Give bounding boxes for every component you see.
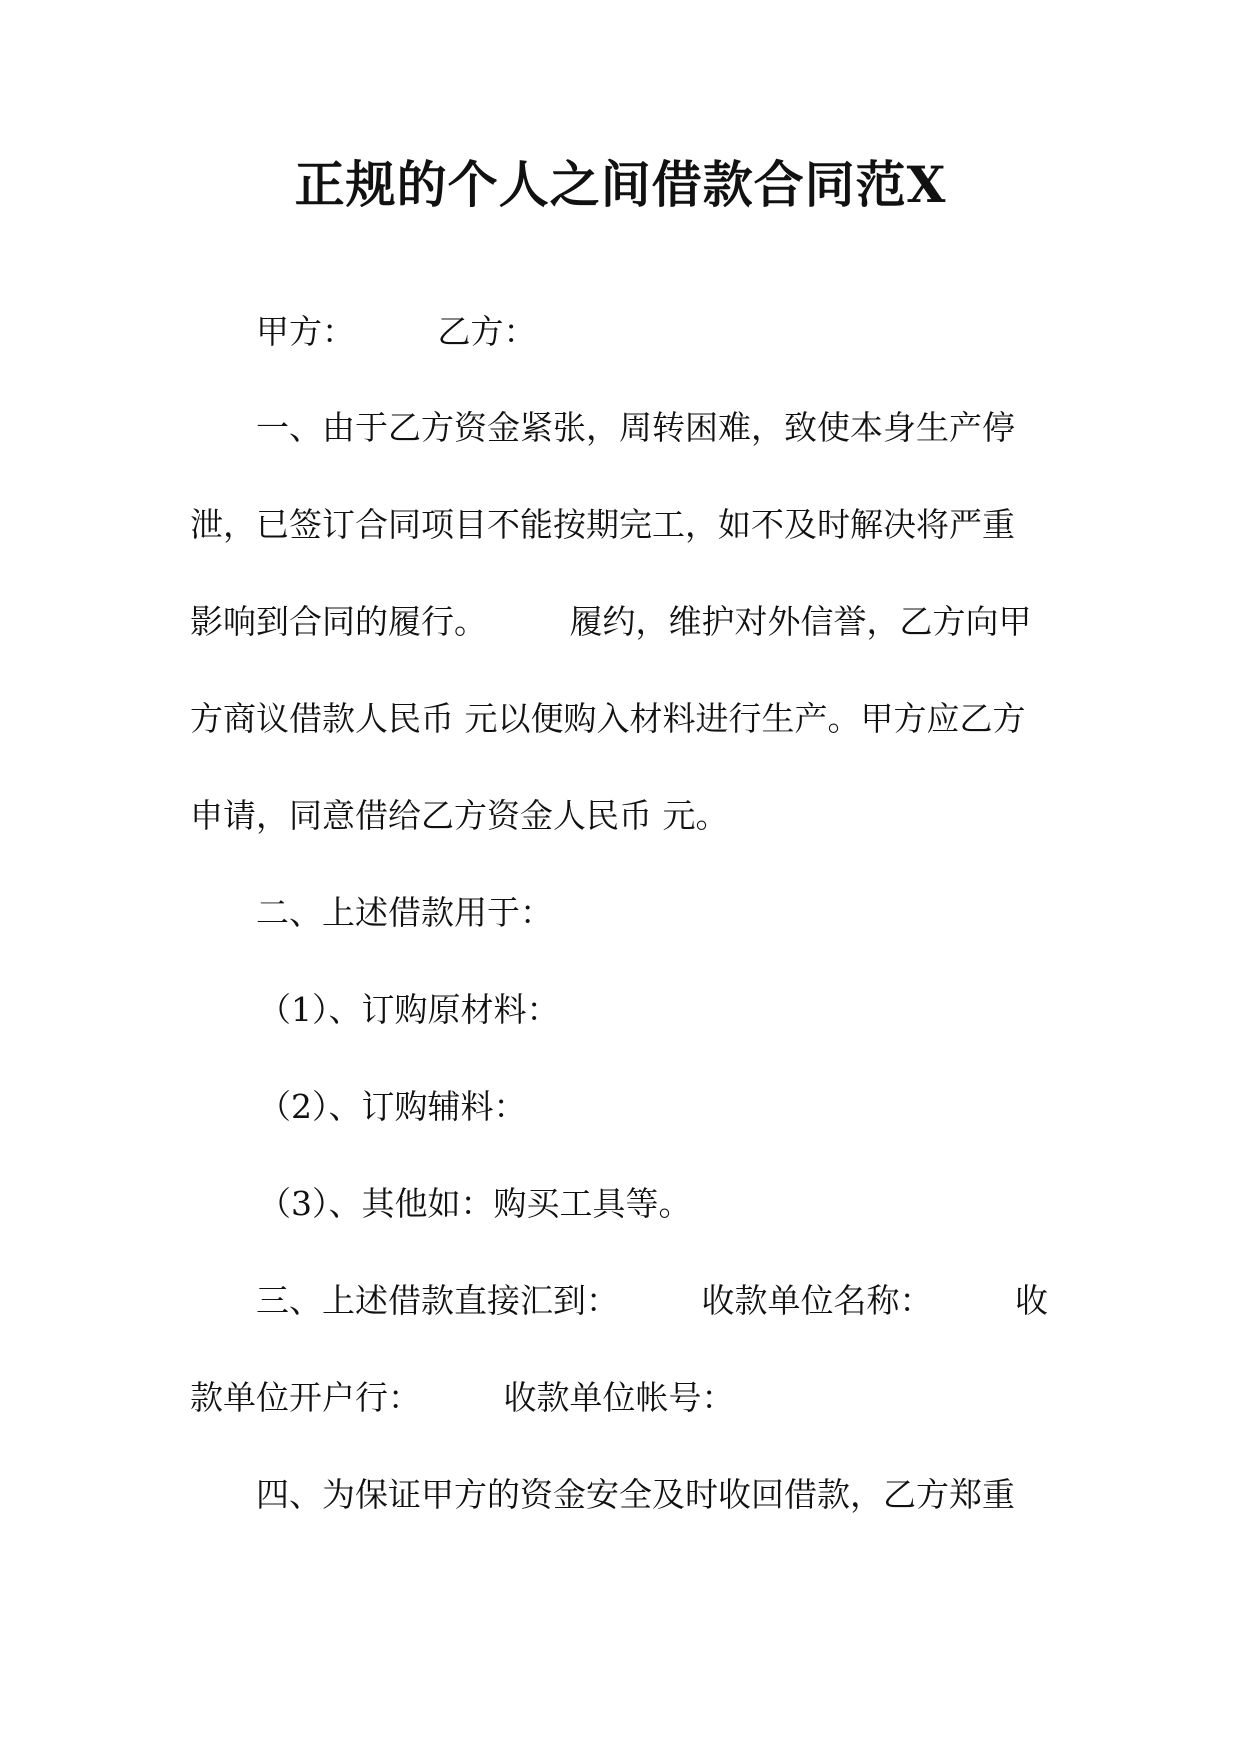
clause-2-heading: 二、上述借款用于： — [256, 893, 553, 932]
clause-1-line-5: 申请，同意借给乙方资金人民币 元。 — [190, 796, 729, 835]
clause-2-item-1: （1）、订购原材料： — [258, 990, 560, 1029]
clause-4-line-1: 四、为保证甲方的资金安全及时收回借款，乙方郑重 — [256, 1475, 1015, 1514]
clause-1-line-1: 一、由于乙方资金紧张，周转困难，致使本身生产停 — [256, 408, 1015, 447]
document-title: 正规的个人之间借款合同范X — [294, 155, 947, 214]
clause-2-item-2: （2）、订购辅料： — [258, 1087, 527, 1126]
clause-1-line-4: 方商议借款人民币 元以便购入材料进行生产。甲方应乙方 — [190, 699, 1026, 738]
clause-2-item-3: （3）、其他如：购买工具等。 — [258, 1184, 692, 1223]
clause-3-line-1: 三、上述借款直接汇到： 收款单位名称： 收 — [256, 1281, 1048, 1320]
clause-1-line-3: 影响到合同的履行。 履约，维护对外信誉，乙方向甲 — [190, 602, 1032, 641]
parties-line: 甲方： 乙方： — [256, 312, 537, 351]
clause-1-line-2: 泄，已签订合同项目不能按期完工，如不及时解决将严重 — [190, 505, 1015, 544]
clause-3-line-2: 款单位开户行： 收款单位帐号： — [190, 1378, 735, 1417]
